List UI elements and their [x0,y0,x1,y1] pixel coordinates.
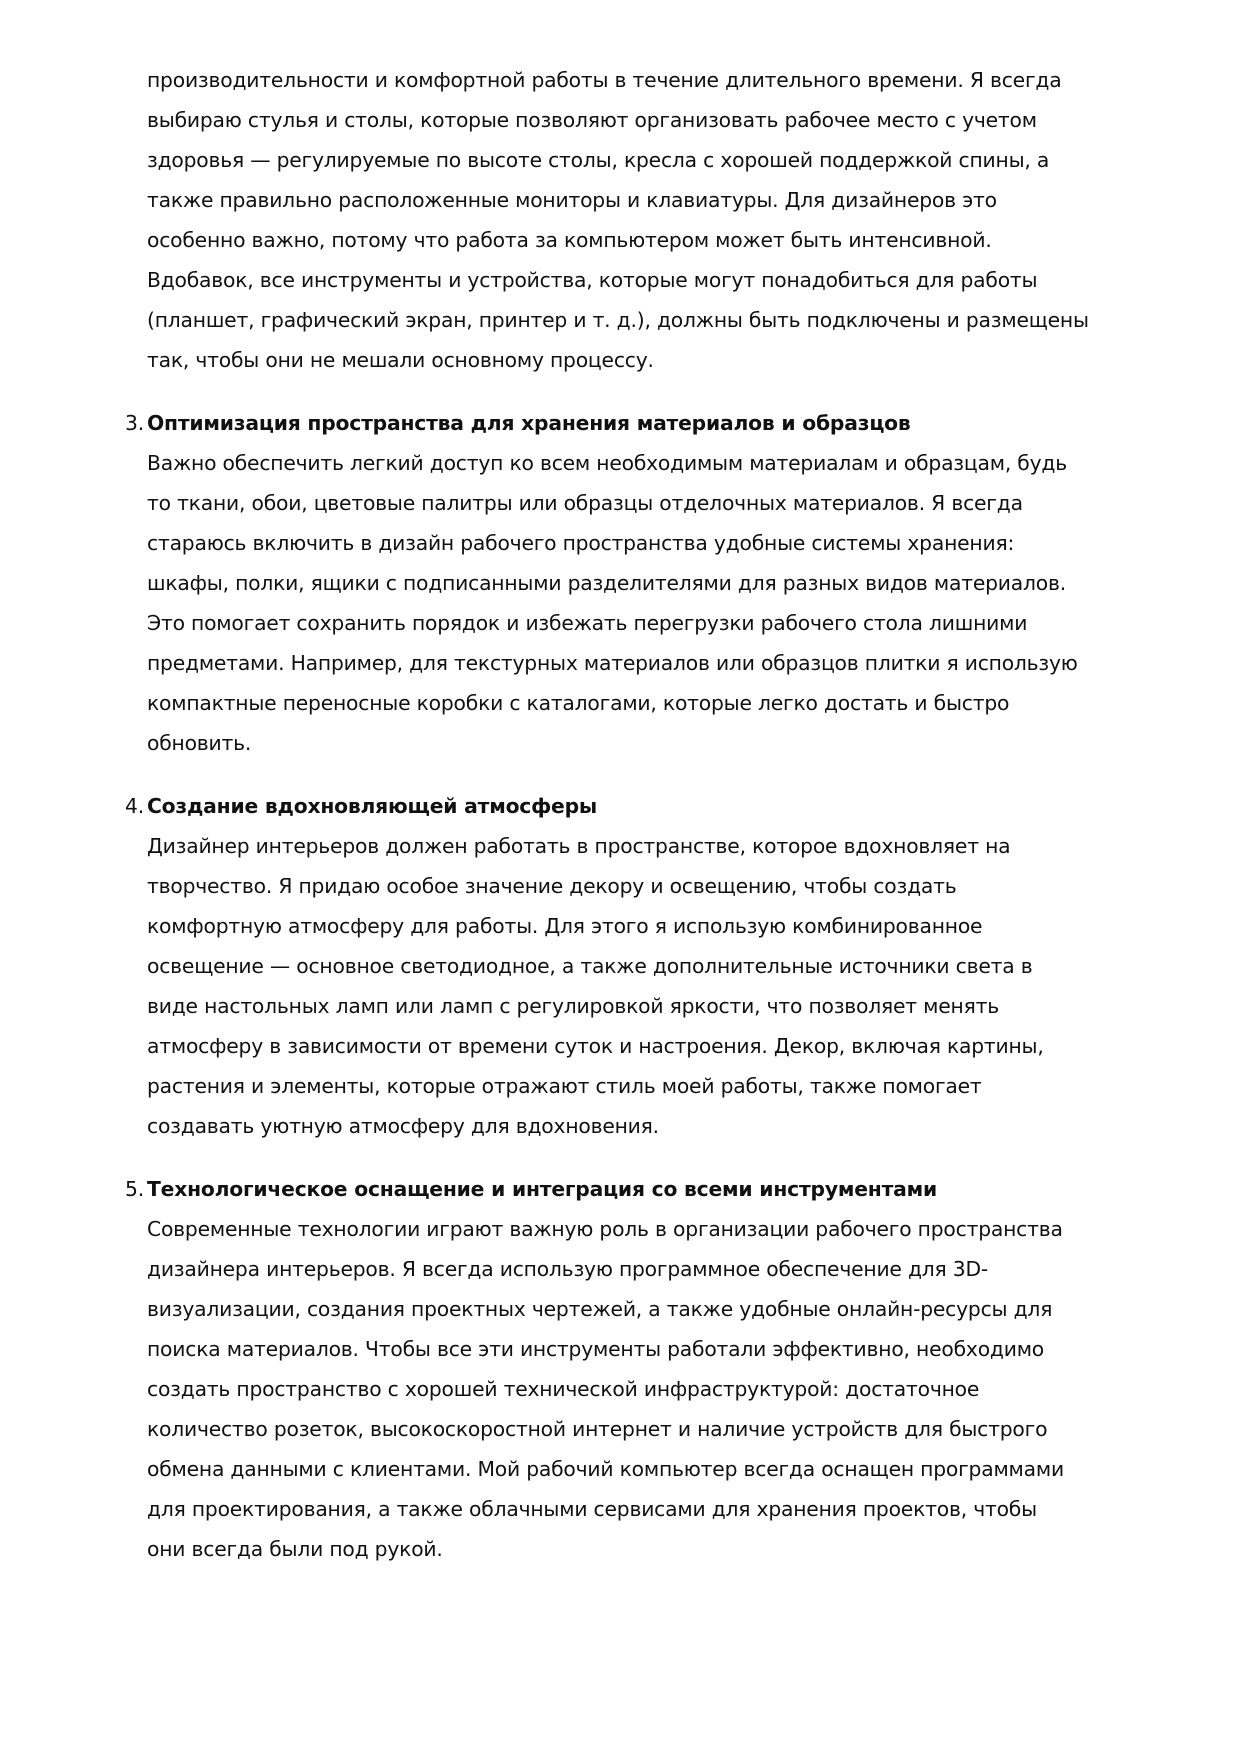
paragraph-line: дизайнера интерьеров. Я всегда использую программное обеспечение для 3D- [147,1257,989,1281]
intro-paragraph [147,60,1177,380]
paragraph-line: Дизайнер интерьеров должен работать в пространстве, которое вдохновляет на [147,834,1011,858]
list-item-atmosphere [125,786,1177,1146]
paragraph-line: особенно важно, потому что работа за компьютером может быть интенсивной. [147,228,992,252]
paragraph-line: также правильно расположенные мониторы и клавиатуры. Для дизайнеров это [147,188,997,212]
paragraph-line: обмена данными с клиентами. Мой рабочий компьютер всегда оснащен программами [147,1457,1064,1481]
paragraph-line: комфортную атмосферу для работы. Для этого я использую комбинированное [147,914,983,938]
paragraph-line: предметами. Например, для текстурных материалов или образцов плитки я использую [147,651,1078,675]
paragraph-line: создавать уютную атмосферу для вдохновения. [147,1114,659,1138]
paragraph-line: то ткани, обои, цветовые палитры или образцы отделочных материалов. Я всегда [147,491,1023,515]
list-item-title: Оптимизация пространства для хранения материалов и образцов [147,411,911,435]
paragraph-line: компактные переносные коробки с каталогами, которые легко достать и быстро [147,691,1010,715]
paragraph-line: количество розеток, высокоскоростной интернет и наличие устройств для быстрого [147,1417,1048,1441]
paragraph-line: Вдобавок, все инструменты и устройства, которые могут понадобиться для работы [147,268,1038,292]
paragraph-line: так, чтобы они не мешали основному процессу. [147,348,654,372]
paragraph-line: виде настольных ламп или ламп с регулировкой яркости, что позволяет менять [147,994,999,1018]
paragraph-line: шкафы, полки, ящики с подписанными разделителями для разных видов материалов. [147,571,1066,595]
list-item-title: Технологическое оснащение и интеграция со всеми инструментами [147,1177,938,1201]
paragraph-line: они всегда были под рукой. [147,1537,443,1561]
paragraph-line: стараюсь включить в дизайн рабочего пространства удобные системы хранения: [147,531,1015,555]
paragraph-line: атмосферу в зависимости от времени суток и настроения. Декор, включая картины, [147,1034,1044,1058]
list-item-number: 3. [125,411,144,435]
paragraph-line: освещение — основное светодиодное, а также дополнительные источники света в [147,954,1033,978]
list-item-number: 5. [125,1177,144,1201]
list-item-number: 4. [125,794,144,818]
list-item-storage [125,403,1177,763]
paragraph-line: (планшет, графический экран, принтер и т. д.), должны быть подключены и размещены [147,308,1089,332]
paragraph-line: Важно обеспечить легкий доступ ко всем необходимым материалам и образцам, будь [147,451,1067,475]
paragraph-line: здоровья — регулируемые по высоте столы, кресла с хорошей поддержкой спины, а [147,148,1050,172]
paragraph-line: производительности и комфортной работы в течение длительного времени. Я всегда [147,68,1062,92]
paragraph-line: выбираю стулья и столы, которые позволяют организовать рабочее место с учетом [147,108,1037,132]
list-item-title: Создание вдохновляющей атмосферы [147,794,598,818]
paragraph-line: Современные технологии играют важную роль в организации рабочего пространства [147,1217,1063,1241]
paragraph-line: визуализации, создания проектных чертежей, а также удобные онлайн-ресурсы для [147,1297,1053,1321]
paragraph-line: для проектирования, а также облачными сервисами для хранения проектов, чтобы [147,1497,1037,1521]
paragraph-line: обновить. [147,731,252,755]
paragraph-line: поиска материалов. Чтобы все эти инструменты работали эффективно, необходимо [147,1337,1045,1361]
list-item-technology [125,1169,1177,1569]
paragraph-line: создать пространство с хорошей технической инфраструктурой: достаточное [147,1377,980,1401]
paragraph-line: творчество. Я придаю особое значение декору и освещению, чтобы создать [147,874,957,898]
paragraph-line: Это помогает сохранить порядок и избежать перегрузки рабочего стола лишними [147,611,1028,635]
paragraph-line: растения и элементы, которые отражают стиль моей работы, также помогает [147,1074,982,1098]
